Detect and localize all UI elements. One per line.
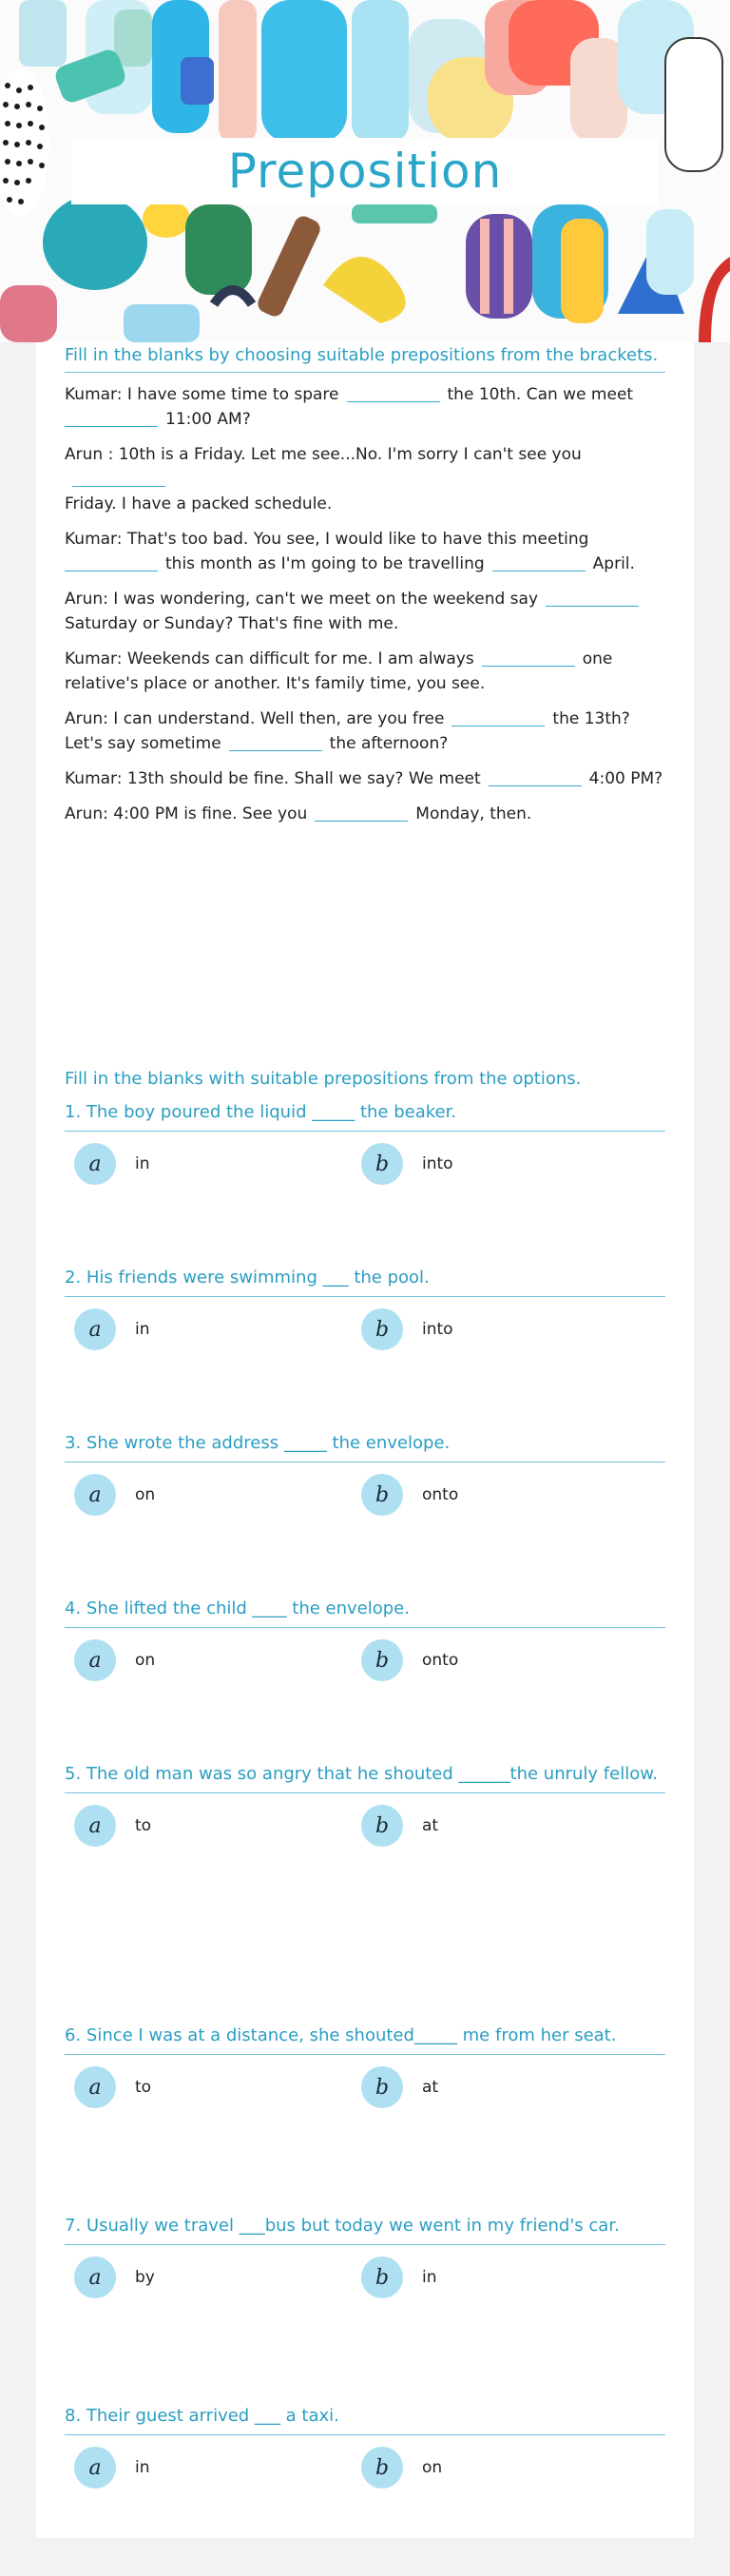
- section-fill-dialog: [65, 342, 665, 837]
- dialog-line: Kumar: 13th should be fine. Shall we say? We meet 4:00 PM?: [65, 769, 663, 788]
- question-5: [65, 1762, 665, 1860]
- worksheet: [36, 342, 694, 2538]
- title-box: [71, 138, 659, 204]
- question-1: [65, 1100, 665, 1198]
- question-text: 7. Usually we travel ___bus but today we went in my friend's car.: [65, 2214, 665, 2245]
- option-a[interactable]: [74, 2447, 150, 2489]
- section-1-instruction: Fill in the blanks by choosing suitable prepositions from the brackets.: [65, 343, 665, 373]
- option-badge-b: b: [361, 1308, 403, 1350]
- option-label: onto: [422, 1485, 459, 1504]
- option-badge-b: b: [361, 1474, 403, 1516]
- option-label: on: [135, 1485, 156, 1504]
- option-a[interactable]: [74, 2256, 155, 2298]
- blank-input[interactable]: [451, 708, 545, 726]
- blank-input[interactable]: [347, 384, 440, 402]
- section-2-instruction: Fill in the blanks with suitable prepositions from the options.: [65, 1069, 582, 1089]
- option-badge-b: b: [361, 1805, 403, 1847]
- question-text: 3. She wrote the address _____ the envelope.: [65, 1431, 665, 1462]
- blank-input[interactable]: [65, 409, 158, 427]
- option-b[interactable]: [361, 2066, 438, 2108]
- option-a[interactable]: [74, 1639, 155, 1681]
- dialog-line: Kumar: Weekends can difficult for me. I am always one relative's place or another. It's family time, you see.: [65, 649, 613, 693]
- page-title: Preposition: [227, 144, 503, 199]
- option-b[interactable]: [361, 2256, 437, 2298]
- option-badge-b: b: [361, 2256, 403, 2298]
- option-badge-a: a: [74, 2256, 116, 2298]
- option-badge-a: a: [74, 1143, 116, 1185]
- option-label: on: [422, 2458, 443, 2477]
- option-badge-b: b: [361, 1143, 403, 1185]
- option-b[interactable]: [361, 1639, 458, 1681]
- option-label: by: [135, 2268, 155, 2287]
- question-3: [65, 1431, 665, 1529]
- dialog-line: Kumar: I have some time to spare the 10th. Can we meet 11:00 AM?: [65, 385, 634, 429]
- dialog-line: Arun: I can understand. Well then, are you free the 13th? Let's say sometime the afternoon?: [65, 709, 630, 753]
- header-banner: [0, 0, 730, 342]
- question-2: [65, 1266, 665, 1364]
- option-badge-a: a: [74, 2066, 116, 2108]
- dialog-line: Arun: I was wondering, can't we meet on the weekend say Saturday or Sunday? That's fine with me.: [65, 587, 665, 636]
- option-badge-a: a: [74, 1474, 116, 1516]
- blank-input[interactable]: [72, 469, 165, 487]
- option-badge-a: a: [74, 1639, 116, 1681]
- question-text: 5. The old man was so angry that he shouted ______the unruly fellow.: [65, 1762, 665, 1793]
- section-2-instruction-block: [65, 1067, 665, 1092]
- blank-input[interactable]: [229, 733, 322, 751]
- blank-input[interactable]: [489, 768, 582, 786]
- option-label: into: [422, 1154, 453, 1173]
- option-b[interactable]: [361, 1474, 458, 1516]
- option-badge-b: b: [361, 2447, 403, 2489]
- option-label: at: [422, 1816, 439, 1835]
- option-b[interactable]: [361, 1805, 438, 1847]
- option-b[interactable]: [361, 1143, 453, 1185]
- option-a[interactable]: [74, 1474, 155, 1516]
- question-7: [65, 2214, 665, 2312]
- option-label: in: [135, 2458, 150, 2477]
- option-label: to: [135, 2078, 152, 2097]
- question-text: 8. Their guest arrived ___ a taxi.: [65, 2404, 665, 2435]
- option-badge-b: b: [361, 1639, 403, 1681]
- blank-input[interactable]: [315, 804, 408, 822]
- option-label: in: [135, 1154, 150, 1173]
- option-label: to: [135, 1816, 152, 1835]
- option-badge-a: a: [74, 2447, 116, 2489]
- option-b[interactable]: [361, 2447, 442, 2489]
- option-label: into: [422, 1320, 453, 1339]
- option-a[interactable]: [74, 1308, 150, 1350]
- option-a[interactable]: [74, 1143, 150, 1185]
- question-8: [65, 2404, 665, 2502]
- option-badge-a: a: [74, 1308, 116, 1350]
- dialog: [65, 373, 665, 826]
- question-text: 4. She lifted the child ____ the envelope.: [65, 1597, 665, 1628]
- option-badge-a: a: [74, 1805, 116, 1847]
- dialog-line: Kumar: That's too bad. You see, I would like to have this meeting this month as I'm going to be travelling April.: [65, 530, 635, 573]
- question-4: [65, 1597, 665, 1695]
- question-6: [65, 2024, 665, 2121]
- question-text: 6. Since I was at a distance, she shouted_____ me from her seat.: [65, 2024, 665, 2055]
- option-badge-b: b: [361, 2066, 403, 2108]
- blank-input[interactable]: [546, 589, 639, 607]
- question-text: 2. His friends were swimming ___ the pool.: [65, 1266, 665, 1297]
- option-label: onto: [422, 1651, 459, 1670]
- blank-input[interactable]: [492, 553, 586, 571]
- option-label: at: [422, 2078, 439, 2097]
- blank-input[interactable]: [482, 649, 575, 667]
- blank-input[interactable]: [65, 553, 158, 571]
- option-label: in: [135, 1320, 150, 1339]
- dialog-line: Arun : 10th is a Friday. Let me see...No. I'm sorry I can't see you Friday. I have a packed schedule.: [65, 445, 582, 513]
- option-a[interactable]: [74, 2066, 151, 2108]
- question-text: 1. The boy poured the liquid _____ the beaker.: [65, 1100, 665, 1132]
- dialog-line: Arun: 4:00 PM is fine. See you Monday, then.: [65, 804, 532, 823]
- option-a[interactable]: [74, 1805, 151, 1847]
- option-label: on: [135, 1651, 156, 1670]
- option-b[interactable]: [361, 1308, 453, 1350]
- option-label: in: [422, 2268, 437, 2287]
